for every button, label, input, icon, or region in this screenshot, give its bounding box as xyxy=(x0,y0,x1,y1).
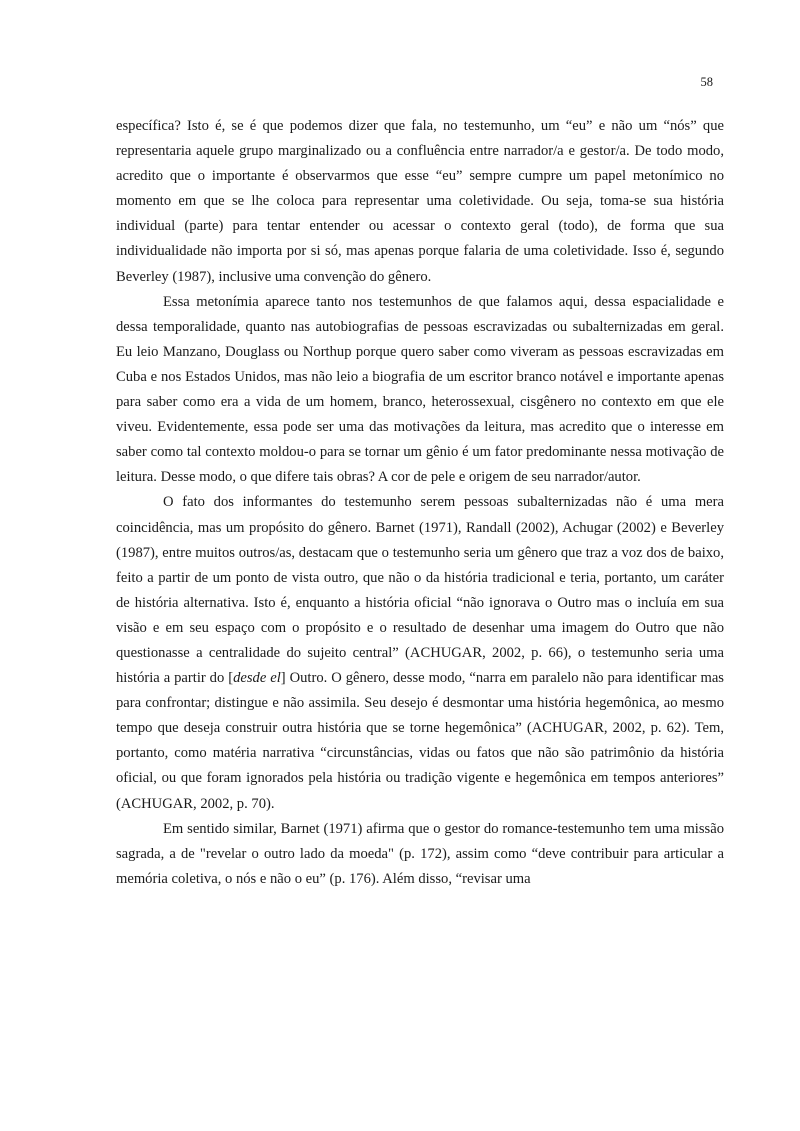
paragraph-4-text: Em sentido similar, Barnet (1971) afirma que o gestor do romance-testemunho tem uma missão sagrada, a de "revelar o outro lado da moeda" (p. 172), assim como “deve contribuir para articular a memória coletiva, o nós e não o eu” (p. 176). Além disso, “revisar uma xyxy=(116,820,724,887)
paragraph-3-text-part-1: O fato dos informantes do testemunho serem pessoas subalternizadas não é uma mera coincidência, mas um propósito do gênero. Barnet (1971), Randall (2002), Achugar (2002) e Beverley (1987), entre muitos outros/as, destacam que o testemunho seria um gênero que traz a voz dos de baixo, feito a partir de um ponto de vista outro, que não o da história tradicional e teria, portanto, um caráter de história alternativa. Isto é, enquanto a história oficial “não ignorava o Outro mas o incluía em sua visão e em seu espaço com o propósito e o resultado de desenhar uma imagem do Outro que não questionasse a centralidade do sujeito central” (ACHUGAR, 2002, p. 66), o testemunho seria uma história a partir do [ xyxy=(116,494,724,687)
paragraph-3 xyxy=(116,490,724,816)
paragraph-3-text-part-2: ] Outro. O gênero, desse modo, “narra em paralelo não para identificar mas para confrontar; distingue e não assimila. Seu desejo é desmontar uma história hegemônica, ao mesmo tempo que deseja construir outra história que se torne hegemônica” (ACHUGAR, 2002, p. 62). Tem, portanto, como matéria narrativa “circunstâncias, vidas ou fatos que não são patrimônio da história oficial, ou que foram ignorados pela história ou tradição vigente e hegemônica em tempos anteriores” (ACHUGAR, 2002, p. 70). xyxy=(116,670,724,812)
paragraph-2 xyxy=(116,290,724,491)
paragraph-3-italic-term: desde el xyxy=(233,670,281,687)
paragraph-1 xyxy=(116,114,724,290)
paragraph-4 xyxy=(116,817,724,892)
paragraph-2-text: Essa metonímia aparece tanto nos testemunhos de que falamos aqui, dessa espacialidade e dessa temporalidade, quanto nas autobiografias de pessoas escravizadas ou subalternizadas em geral. Eu leio Manzano, Douglass ou Northup porque quero saber como viveram as pessoas escravizadas em Cuba e nos Estados Unidos, mas não leio a biografia de um escritor branco notável e importante apenas para saber como era a vida de um homem, branco, heterossexual, cisgênero no contexto em que ele viveu. Evidentemente, essa pode ser uma das motivações da leitura, mas acredito que o interesse em saber como tal contexto moldou-o para se tornar um gênio é um fator predominante nessa motivação de leitura. Desse modo, o que difere tais obras? A cor de pele e origem de seu narrador/autor. xyxy=(116,293,724,486)
page-number: 58 xyxy=(700,75,713,89)
body-text xyxy=(116,114,724,892)
paragraph-1-text: específica? Isto é, se é que podemos dizer que fala, no testemunho, um “eu” e não um “nós” que representaria aquele grupo marginalizado ou a confluência entre narrador/a e gestor/a. De todo modo, acredito que o importante é observarmos que esse “eu” sempre cumpre um papel metonímico no momento em que se lhe coloca para representar uma coletividade. Ou seja, toma-se sua história individual (parte) para tentar entender ou acessar o contexto geral (todo), de forma que sua individualidade não importa por si só, mas apenas porque falaria de uma coletividade. Isso é, segundo Beverley (1987), inclusive uma convenção do gênero. xyxy=(116,118,724,285)
